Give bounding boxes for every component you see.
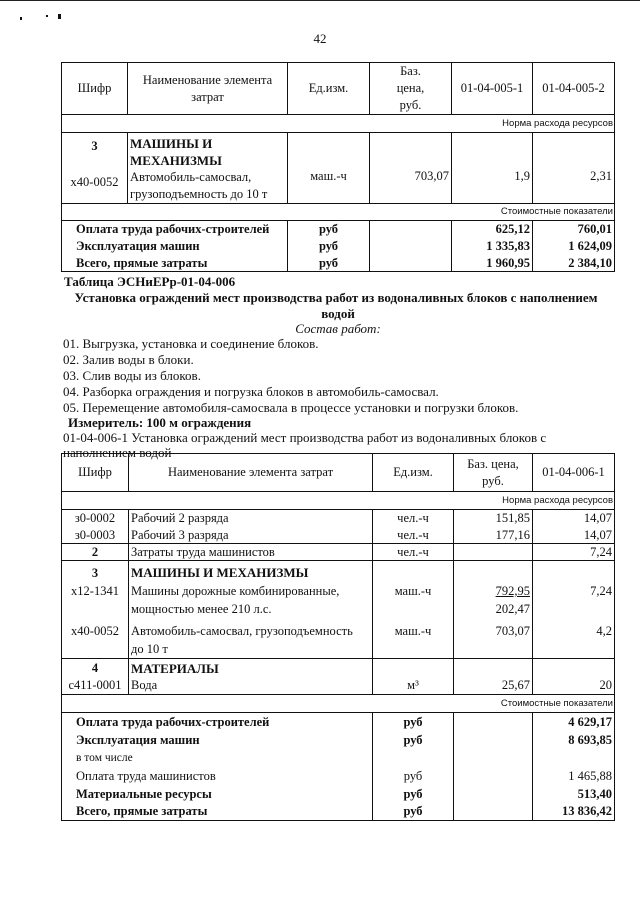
resource-name-line1: Автомобиль-самосвал,	[130, 170, 252, 184]
cost-name: Эксплуатация машин	[62, 731, 373, 749]
cost-value-col2: 1 624,09	[533, 238, 615, 255]
cost-label-row	[62, 204, 615, 221]
resource-unit: чел.-ч	[373, 527, 454, 544]
work-item: 05. Перемещение автомобиля-самосвала в процессе установки и погрузки блоков.	[63, 400, 519, 415]
table-header-row	[62, 454, 615, 492]
section-number: 3	[91, 566, 99, 580]
cost-label: Стоимостные показатели	[62, 204, 615, 221]
section-heading-line2: водой	[321, 306, 355, 321]
section-title-line2: МЕХАНИЗМЫ	[130, 153, 222, 168]
section-name: Затраты труда машинистов	[129, 544, 373, 561]
section-name-cell	[129, 561, 373, 659]
resource-code: с411-0001	[68, 678, 122, 692]
cost-unit: руб	[288, 221, 370, 238]
cost-row	[62, 731, 615, 749]
scan-top-edge	[0, 0, 640, 1]
resource-name-line1: Автомобиль-самосвал, грузоподъемность	[131, 624, 353, 638]
resource-code: х12-1341	[71, 584, 119, 598]
resource-unit: м³	[373, 659, 454, 695]
norm-label-row	[62, 115, 615, 133]
table-header-row	[62, 63, 615, 115]
price-cell	[454, 561, 533, 659]
cost-name: Всего, прямые затраты	[62, 255, 288, 272]
header-code: Шифр	[62, 454, 129, 492]
resource-unit: маш.-ч	[394, 584, 432, 598]
cost-row	[62, 221, 615, 238]
resource-value: 20	[533, 659, 615, 695]
section-code-cell	[62, 659, 129, 695]
header-unit: Ед.изм.	[373, 454, 454, 492]
cost-price-empty	[454, 749, 533, 767]
work-item: 04. Разборка ограждения и погрузка блоков в автомобиль-самосвал.	[63, 384, 439, 399]
resource-value: 14,07	[533, 510, 615, 527]
cost-label: Стоимостные показатели	[62, 695, 615, 713]
cost-name: Материальные ресурсы	[62, 785, 373, 803]
table-row	[62, 544, 615, 561]
cost-price-empty	[454, 713, 533, 731]
resource-unit: маш.-ч	[288, 133, 370, 204]
cost-row	[62, 255, 615, 272]
resource-price-secondary: 202,47	[495, 602, 530, 616]
cost-unit: руб	[288, 255, 370, 272]
cost-value: 513,40	[533, 785, 615, 803]
section-code-cell	[62, 561, 129, 659]
header-col-01-04-006-1: 01-04-006-1	[533, 454, 615, 492]
cost-row	[62, 749, 615, 767]
header-col-01-04-005-2: 01-04-005-2	[533, 63, 615, 115]
cost-unit: руб	[373, 731, 454, 749]
table-row	[62, 510, 615, 527]
resource-name: Рабочий 3 разряда	[129, 527, 373, 544]
cost-price-empty	[370, 221, 452, 238]
header-name: Наименование элемента затрат	[128, 63, 288, 115]
cost-unit: руб	[373, 767, 454, 785]
section-title: МАТЕРИАЛЫ	[131, 661, 219, 676]
resource-price: 703,07	[370, 133, 452, 204]
section-name-cell	[129, 659, 373, 695]
cost-row	[62, 803, 615, 821]
resource-unit: чел.-ч	[373, 510, 454, 527]
resource-price: 792,95	[495, 584, 530, 598]
page-number: 42	[313, 31, 327, 46]
resource-price: 703,07	[495, 624, 530, 638]
table-row	[62, 561, 615, 659]
resource-code: х40-0052	[71, 624, 119, 638]
section-unit: чел.-ч	[373, 544, 454, 561]
cost-price-empty	[454, 731, 533, 749]
resource-price: 151,85	[454, 510, 533, 527]
cost-price-empty	[370, 255, 452, 272]
measure-unit: Измеритель: 100 м ограждения	[68, 415, 252, 430]
resource-name: Рабочий 2 разряда	[129, 510, 373, 527]
cost-price-empty	[454, 803, 533, 821]
resource-value: 7,24	[590, 584, 612, 598]
cost-name: Оплата труда рабочих-строителей	[62, 221, 288, 238]
resource-name-line1: Машины дорожные комбинированные,	[131, 584, 340, 598]
resource-value: 4,2	[596, 624, 612, 638]
resource-price: 25,67	[454, 659, 533, 695]
work-item: 03. Слив воды из блоков.	[63, 368, 201, 383]
cost-value-col2: 760,01	[533, 221, 615, 238]
resource-price: 177,16	[454, 527, 533, 544]
cost-price-empty	[454, 785, 533, 803]
cost-value: 13 836,42	[533, 803, 615, 821]
cost-name: Оплата труда рабочих-строителей	[62, 713, 373, 731]
header-code: Шифр	[62, 63, 128, 115]
scan-mark	[58, 14, 61, 19]
cost-row	[62, 785, 615, 803]
scan-mark	[20, 17, 22, 20]
resource-name-line2: мощностью менее 210 л.с.	[131, 602, 272, 616]
section-number: 4	[91, 661, 99, 675]
resource-name-line2: до 10 т	[131, 642, 168, 656]
resource-table-01-04-005	[61, 62, 615, 272]
resource-unit: маш.-ч	[394, 624, 432, 638]
cost-value: 4 629,17	[533, 713, 615, 731]
cost-value: 8 693,85	[533, 731, 615, 749]
norm-label: Норма расхода ресурсов	[62, 492, 615, 510]
resource-code: з0-0003	[62, 527, 129, 544]
resource-value: 14,07	[533, 527, 615, 544]
cost-row	[62, 713, 615, 731]
section-price-empty	[454, 544, 533, 561]
cost-unit	[373, 749, 454, 767]
cost-name: в том числе	[62, 749, 373, 767]
cost-value-col1: 625,12	[452, 221, 533, 238]
header-name: Наименование элемента затрат	[129, 454, 373, 492]
norm-label-row	[62, 492, 615, 510]
works-title: Состав работ:	[295, 321, 381, 336]
table-title: Таблица ЭСНиЕРр-01-04-006	[64, 274, 236, 289]
section-name-cell	[128, 133, 288, 204]
cost-unit: руб	[373, 713, 454, 731]
cost-name: Оплата труда машинистов	[62, 767, 373, 785]
resource-value-col1: 1,9	[452, 133, 533, 204]
table-row	[62, 527, 615, 544]
cost-name: Всего, прямые затраты	[62, 803, 373, 821]
cost-unit: руб	[288, 238, 370, 255]
cost-unit: руб	[373, 785, 454, 803]
cost-row	[62, 238, 615, 255]
cost-name: Эксплуатация машин	[62, 238, 288, 255]
header-unit: Ед.изм.	[288, 63, 370, 115]
cost-value-col1: 1 960,95	[452, 255, 533, 272]
cost-value-col1: 1 335,83	[452, 238, 533, 255]
section-title: МАШИНЫ И МЕХАНИЗМЫ	[131, 565, 309, 580]
unit-cell	[373, 561, 454, 659]
header-price: Баз. цена, руб.	[370, 63, 452, 115]
section-title-line1: МАШИНЫ И	[130, 136, 213, 151]
table-row	[62, 659, 615, 695]
resource-code: х40-0052	[70, 175, 119, 189]
scan-mark	[46, 15, 48, 17]
section-number: 3	[91, 139, 98, 153]
section-number: 2	[62, 544, 129, 561]
resource-code: з0-0002	[62, 510, 129, 527]
work-item: 02. Залив воды в блоки.	[63, 352, 194, 367]
work-item: 01. Выгрузка, установка и соединение блоков.	[63, 336, 319, 351]
cost-price-empty	[370, 238, 452, 255]
header-col-01-04-005-1: 01-04-005-1	[452, 63, 533, 115]
item-description-line1: 01-04-006-1 Установка ограждений мест производства работ из водоналивных блоков с	[63, 430, 547, 445]
cost-value: 1 465,88	[533, 767, 615, 785]
item-description-line2: наполнением водой	[63, 445, 172, 460]
cost-unit: руб	[373, 803, 454, 821]
resource-value-col2: 2,31	[533, 133, 615, 204]
header-price: Баз. цена, руб.	[454, 454, 533, 492]
cost-row	[62, 767, 615, 785]
value-cell	[533, 561, 615, 659]
cost-label-row	[62, 695, 615, 713]
resource-table-01-04-006	[61, 453, 615, 821]
cost-value-col2: 2 384,10	[533, 255, 615, 272]
norm-label: Норма расхода ресурсов	[62, 115, 615, 133]
cost-value	[533, 749, 615, 767]
cost-price-empty	[454, 767, 533, 785]
section-heading-line1: Установка ограждений мест производства работ из водоналивных блоков с наполнением	[74, 290, 598, 305]
table-row	[62, 133, 615, 204]
section-value: 7,24	[533, 544, 615, 561]
resource-name-line2: грузоподъемность до 10 т	[130, 187, 268, 201]
resource-name: Вода	[131, 678, 158, 692]
section-code-cell	[62, 133, 128, 204]
